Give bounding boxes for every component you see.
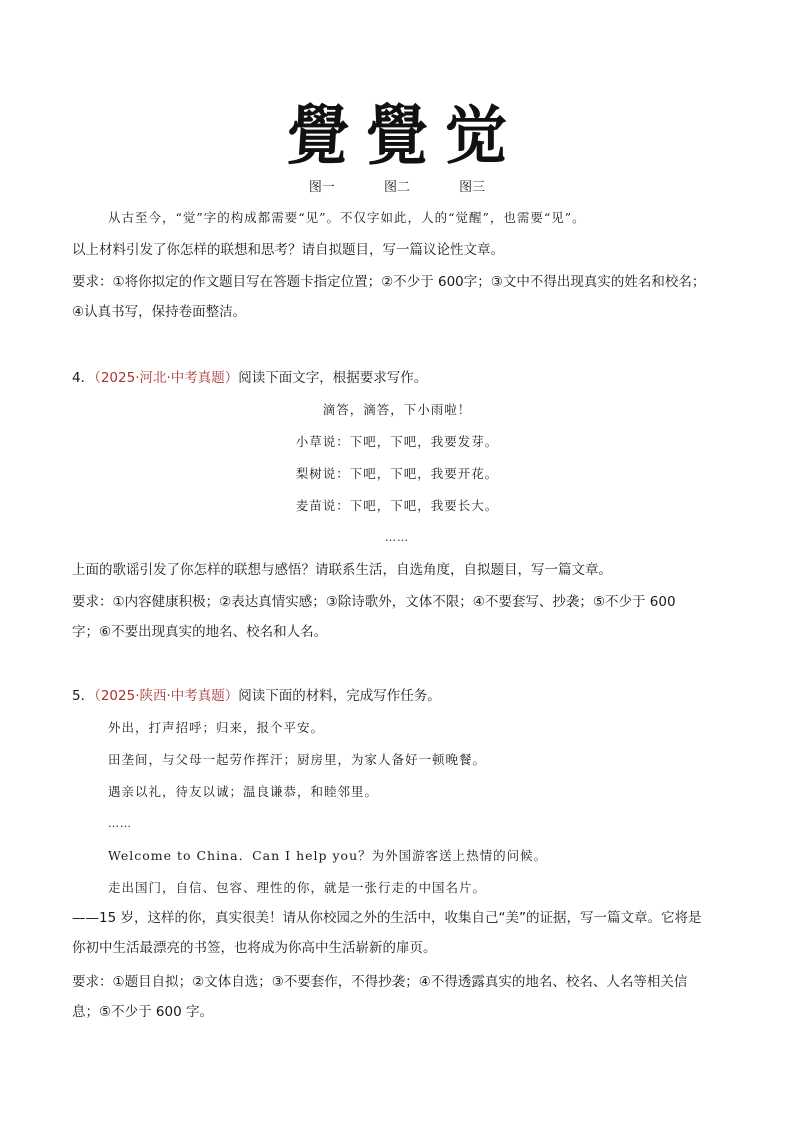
q5-requirements-line2: 息；⑤不少于 600 字。 [72,1004,213,1020]
q4-prompt: 上面的歌谣引发了你怎样的联想与感悟？请联系生活，自选角度，自拟题目，写一篇文章。 [72,562,612,578]
glyph-figure-3: 觉 [445,99,508,172]
q3-prompt: 以上材料引发了你怎样的联想和思考？请自拟题目，写一篇议论性文章。 [72,242,504,258]
q4-source: （2025·河北·中考真题） [94,370,239,386]
q5-material-line-2: 田垄间，与父母一起劳作挥汗；厨房里，为家人备好一顿晚餐。 [108,752,487,767]
q5-material-line-6: 走出国门，自信、包容、理性的你，就是一张行走的中国名片。 [108,880,487,895]
q5-material-line-5: Welcome to China．Can I help you？为外国游客送上热情的问候。 [108,848,548,863]
q5-material-line-1: 外出，打声招呼；归来，报个平安。 [108,720,325,735]
q4-poem-line-4: 麦苗说：下吧，下吧，我要长大。 [295,498,499,513]
caption-figure-2: 图二 [383,180,410,195]
q5-number: 5． [72,688,95,704]
q4-requirements-line1: 要求：①内容健康积极；②表达真情实感；③除诗歌外，文体不限；④不要套写、抄袭；⑤不少于 600 [72,594,676,610]
q5-instruction: 阅读下面的材料，完成写作任务。 [238,688,441,704]
q4-requirements-line2: 字；⑥不要出现真实的地名、校名和人名。 [72,624,328,640]
caption-figure-1: 图一 [308,180,335,195]
q3-requirements-line1: 要求：①将你拟定的作文题目写在答题卡指定位置；②不少于 600字；③文中不得出现真实的姓名和校名； [72,274,706,290]
q4-poem-ellipsis: …… [385,531,409,544]
q5-prompt-line2: 你初中生活最漂亮的书签，也将成为你高中生活崭新的扉页。 [72,940,437,956]
q4-number: 4． [72,370,95,386]
caption-figure-3: 图三 [459,180,486,195]
q4-instruction: 阅读下面文字，根据要求写作。 [238,370,428,386]
q4-poem-line-1: 滴答，滴答，下小雨啦！ [322,402,472,417]
q4-poem-line-3: 梨树说：下吧，下吧，我要开花。 [295,466,499,481]
q5-source: （2025·陕西·中考真题） [94,688,239,704]
q3-quote: 从古至今，“觉”字的构成都需要“见”。不仅字如此，人的“觉醒”，也需要“见”。 [108,210,586,225]
figure-captions [0,176,794,195]
q5-material-line-3: 遇亲以礼，待友以诚；温良谦恭，和睦邻里。 [108,784,379,799]
glyph-figure-2: 覺 [365,97,428,174]
q5-material-ellipsis: …… [108,817,132,830]
q5-header [72,686,441,706]
jue-character-figure [0,97,794,174]
q4-header [72,368,427,388]
q3-requirements-line2: ④认真书写，保持卷面整洁。 [72,304,247,320]
q4-poem-line-2: 小草说：下吧，下吧，我要发芽。 [295,434,499,449]
glyph-figure-1: 覺 [284,97,352,174]
q5-requirements-line1: 要求：①题目自拟；②文体自选；③不要套作，不得抄袭；④不得透露真实的地名、校名、人名等相关信 [72,974,688,990]
q5-prompt-line1: ——15 岁，这样的你，真实很美！请从你校园之外的生活中，收集自己“美”的证据，写一篇文章。它将是 [72,910,702,926]
